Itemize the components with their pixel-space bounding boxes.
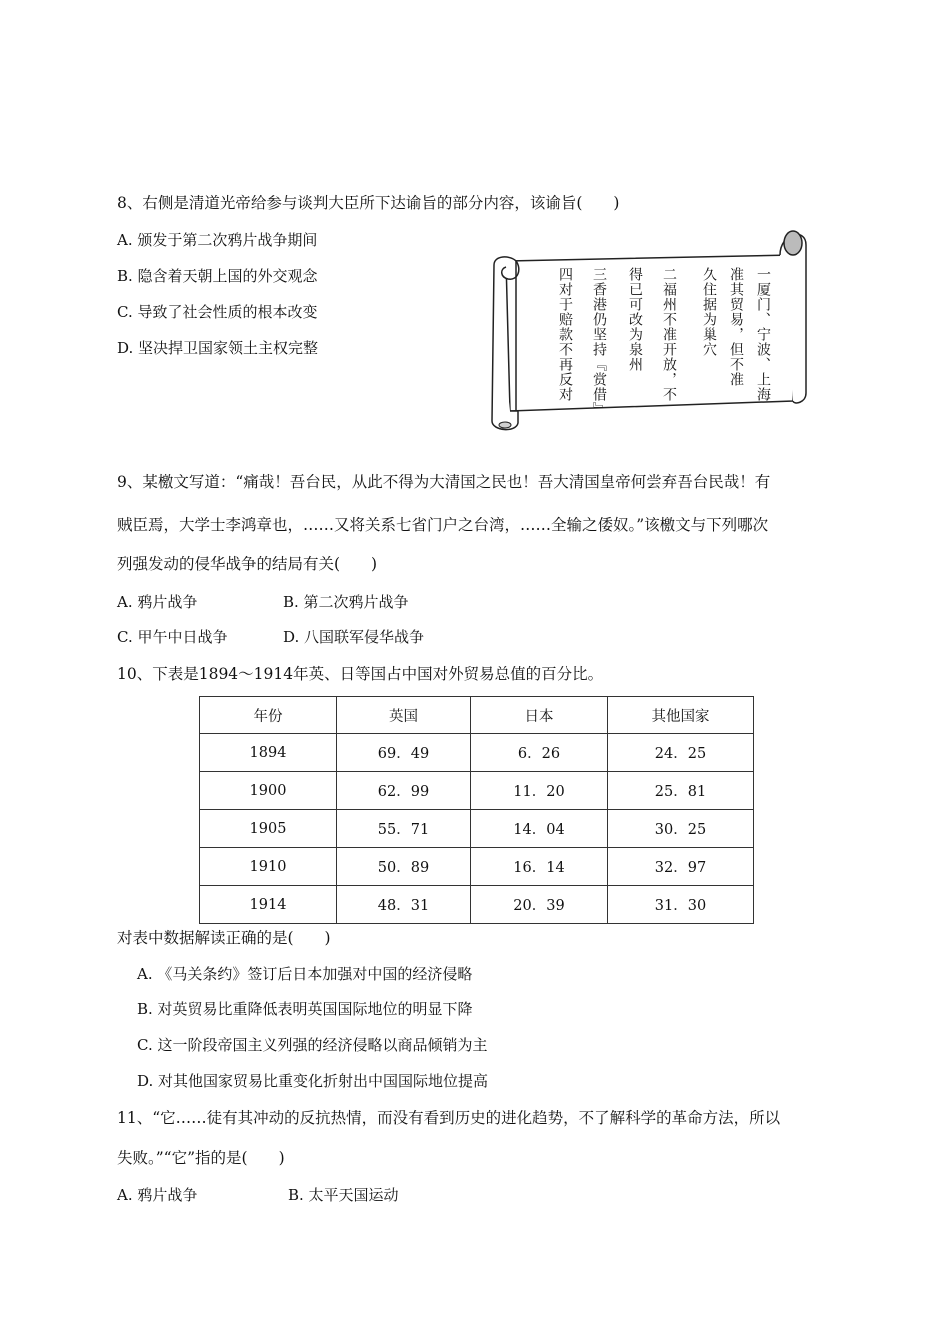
q10-option-d: D. 对其他国家贸易比重变化折射出中国国际地位提高 xyxy=(137,1072,489,1090)
scroll-line-4: 二福州不准开放，不 xyxy=(661,267,677,402)
cell-britain: 50．89 xyxy=(337,848,471,886)
scroll-line-3: 久住据为巢穴 xyxy=(701,267,717,357)
cell-japan: 11．20 xyxy=(471,772,608,810)
q11-option-b: B. 太平天国运动 xyxy=(288,1186,399,1204)
cell-others: 24．25 xyxy=(608,734,754,772)
q9-option-c: C. 甲午中日战争 xyxy=(117,628,228,646)
q10-question: 对表中数据解读正确的是( ) xyxy=(117,929,331,947)
table-row xyxy=(200,848,754,886)
q9-option-d: D. 八国联军侵华战争 xyxy=(283,628,425,646)
trade-share-table xyxy=(199,696,754,924)
scroll-line-2: 准其贸易，但不准 xyxy=(728,267,744,387)
q10-stem: 10、下表是1894～1914年英、日等国占中国对外贸易总值的百分比。 xyxy=(117,665,604,683)
q11-stem-line-1: 11、“它……徒有其冲动的反抗热情，而没有看到历史的进化趋势，不了解科学的革命方法，所以 xyxy=(117,1109,781,1127)
cell-britain: 69．49 xyxy=(337,734,471,772)
table-row xyxy=(200,810,754,848)
cell-year: 1900 xyxy=(200,772,337,810)
q10-option-a: A. 《马关条约》签订后日本加强对中国的经济侵略 xyxy=(137,965,473,983)
header-year: 年份 xyxy=(200,697,337,734)
cell-britain: 48．31 xyxy=(337,886,471,924)
table-header-row xyxy=(200,697,754,734)
cell-britain: 55．71 xyxy=(337,810,471,848)
cell-year: 1894 xyxy=(200,734,337,772)
q9-stem-line-2: 贼臣焉，大学士李鸿章也，……又将关系七省门户之台湾，……全输之倭奴。”该檄文与下列哪次 xyxy=(117,516,769,534)
cell-others: 31．30 xyxy=(608,886,754,924)
q10-option-c: C. 这一阶段帝国主义列强的经济侵略以商品倾销为主 xyxy=(137,1036,488,1054)
header-japan: 日本 xyxy=(471,697,608,734)
header-britain: 英国 xyxy=(337,697,471,734)
scroll-line-6: 三香港仍坚持『赏借』 xyxy=(591,267,607,417)
q9-stem-line-1: 9、某檄文写道：“痛哉！吾台民，从此不得为大清国之民也！吾大清国皇帝何尝弃吾台民哉！有 xyxy=(117,473,771,491)
scroll-line-5: 得已可改为泉州 xyxy=(627,267,643,372)
q9-option-a: A. 鸦片战争 xyxy=(117,593,198,611)
cell-others: 30．25 xyxy=(608,810,754,848)
cell-japan: 20．39 xyxy=(471,886,608,924)
q9-stem-line-3: 列强发动的侵华战争的结局有关( ) xyxy=(117,555,378,573)
cell-others: 25．81 xyxy=(608,772,754,810)
cell-japan: 6．26 xyxy=(471,734,608,772)
q8-option-c: C. 导致了社会性质的根本改变 xyxy=(117,303,318,321)
q8-stem: 8、右侧是清道光帝给参与谈判大臣所下达谕旨的部分内容，该谕旨( ) xyxy=(117,194,620,212)
q8-option-b: B. 隐含着天朝上国的外交观念 xyxy=(117,267,318,285)
cell-year: 1910 xyxy=(200,848,337,886)
cell-year: 1914 xyxy=(200,886,337,924)
q11-stem-line-2: 失败。”“它”指的是( ) xyxy=(117,1149,285,1167)
scroll-line-7: 四对于赔款不再反对 xyxy=(557,267,573,402)
scroll-line-1: 一厦门、宁波、上海 xyxy=(755,267,771,402)
cell-japan: 16．14 xyxy=(471,848,608,886)
q8-option-a: A. 颁发于第二次鸦片战争期间 xyxy=(117,231,318,249)
table-row xyxy=(200,734,754,772)
cell-others: 32．97 xyxy=(608,848,754,886)
q10-option-b: B. 对英贸易比重降低表明英国国际地位的明显下降 xyxy=(137,1000,473,1018)
cell-year: 1905 xyxy=(200,810,337,848)
table-row xyxy=(200,772,754,810)
q9-option-b: B. 第二次鸦片战争 xyxy=(283,593,409,611)
table-row xyxy=(200,886,754,924)
q8-option-d: D. 坚决捍卫国家领土主权完整 xyxy=(117,339,319,357)
cell-britain: 62．99 xyxy=(337,772,471,810)
cell-japan: 14．04 xyxy=(471,810,608,848)
q11-option-a: A. 鸦片战争 xyxy=(117,1186,198,1204)
header-others: 其他国家 xyxy=(608,697,754,734)
